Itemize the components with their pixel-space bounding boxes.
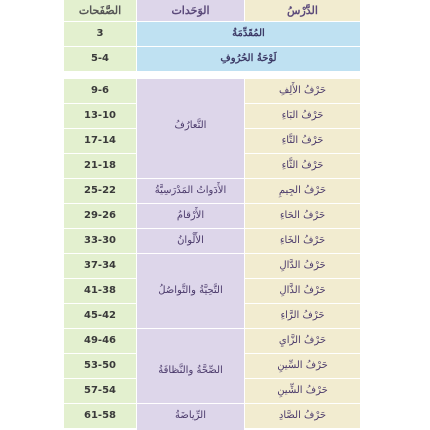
row-divider [64, 103, 136, 104]
unit-label[interactable]: الأَرْقامُ [176, 210, 205, 221]
row-divider [245, 278, 360, 279]
lesson-title-cell[interactable]: حَرْفُ الجِيمِ [245, 179, 360, 203]
lesson-pages-cell: 45-42 [64, 304, 136, 328]
row-divider [64, 278, 136, 279]
pages-column-header: الصَّفَحات [64, 0, 136, 21]
row-divider [245, 378, 360, 379]
row-divider [64, 228, 360, 229]
lesson-pages-cell: 17-14 [64, 129, 136, 153]
row-divider [64, 403, 360, 404]
intro-pages-cell: 5-4 [64, 47, 136, 71]
row-divider [245, 353, 360, 354]
unit-label[interactable]: الرِّياضَةُ [174, 410, 207, 421]
lesson-title-cell[interactable]: حَرْفُ السِّينِ [245, 354, 360, 378]
unit-label[interactable]: الأَدَواتُ المَدْرَسِيَّةُ [154, 185, 227, 196]
row-divider [64, 378, 136, 379]
unit-label[interactable]: التَّحِيَّةُ والتَّواصُلُ [158, 285, 223, 296]
row-divider [64, 253, 360, 254]
unit-label[interactable]: الأَلْوانُ [177, 235, 204, 246]
lesson-pages-cell: 13-10 [64, 104, 136, 128]
lesson-pages-cell: 49-46 [64, 329, 136, 353]
lesson-pages-cell: 25-22 [64, 179, 136, 203]
row-divider [64, 353, 136, 354]
intro-title-cell[interactable]: لَوْحَةُ الحُرُوفِ [137, 47, 360, 71]
lesson-title-cell[interactable]: حَرْفُ الحَاءِ [245, 204, 360, 228]
lesson-pages-cell: 29-26 [64, 204, 136, 228]
section-gap [64, 74, 360, 78]
lesson-title-cell[interactable]: حَرْفُ الدَّالِ [245, 254, 360, 278]
row-divider [64, 203, 360, 204]
units-column-header: الوَحَدات [137, 0, 244, 21]
lesson-title-cell[interactable]: حَرْفُ الرَّاءِ [245, 304, 360, 328]
row-divider [245, 128, 360, 129]
lesson-title-cell[interactable]: حَرْفُ الثَّاءِ [245, 154, 360, 178]
lesson-title-cell[interactable]: حَرْفُ الزَّايِ [245, 329, 360, 353]
lesson-pages-cell: 61-58 [64, 404, 136, 428]
lesson-title-cell[interactable]: حَرْفُ البَاءِ [245, 104, 360, 128]
row-divider [245, 303, 360, 304]
intro-pages-cell: 3 [64, 22, 136, 46]
row-divider [64, 328, 360, 329]
row-divider [64, 153, 136, 154]
lesson-pages-cell: 21-18 [64, 154, 136, 178]
row-divider [64, 46, 360, 47]
row-divider [64, 128, 136, 129]
lesson-pages-cell: 57-54 [64, 379, 136, 403]
lesson-title-cell[interactable]: حَرْفُ التَّاءِ [245, 129, 360, 153]
lesson-pages-cell: 53-50 [64, 354, 136, 378]
intro-title-cell[interactable]: المُقَدِّمَةُ [137, 22, 360, 46]
lesson-title-cell[interactable]: حَرْفُ الشِّينِ [245, 379, 360, 403]
lesson-title-cell[interactable]: حَرْفُ الصَّادِ [245, 404, 360, 428]
lesson-title-cell[interactable]: حَرْفُ الذَّالِ [245, 279, 360, 303]
row-divider [245, 103, 360, 104]
row-divider [64, 303, 136, 304]
lesson-pages-cell: 9-6 [64, 79, 136, 103]
unit-label[interactable]: التَّعارُفُ [174, 120, 207, 131]
lessons-column-header: الدَّرْسُ [245, 0, 360, 21]
row-divider [245, 153, 360, 154]
lesson-pages-cell: 41-38 [64, 279, 136, 303]
unit-label[interactable]: الصِّحَّةُ والنَّظافَةُ [158, 365, 223, 376]
lesson-pages-cell: 33-30 [64, 229, 136, 253]
lesson-pages-cell: 37-34 [64, 254, 136, 278]
lesson-title-cell[interactable]: حَرْفُ الأَلِفِ [245, 79, 360, 103]
lesson-title-cell[interactable]: حَرْفُ الخَاءِ [245, 229, 360, 253]
units-column [137, 79, 244, 430]
row-divider [64, 178, 360, 179]
